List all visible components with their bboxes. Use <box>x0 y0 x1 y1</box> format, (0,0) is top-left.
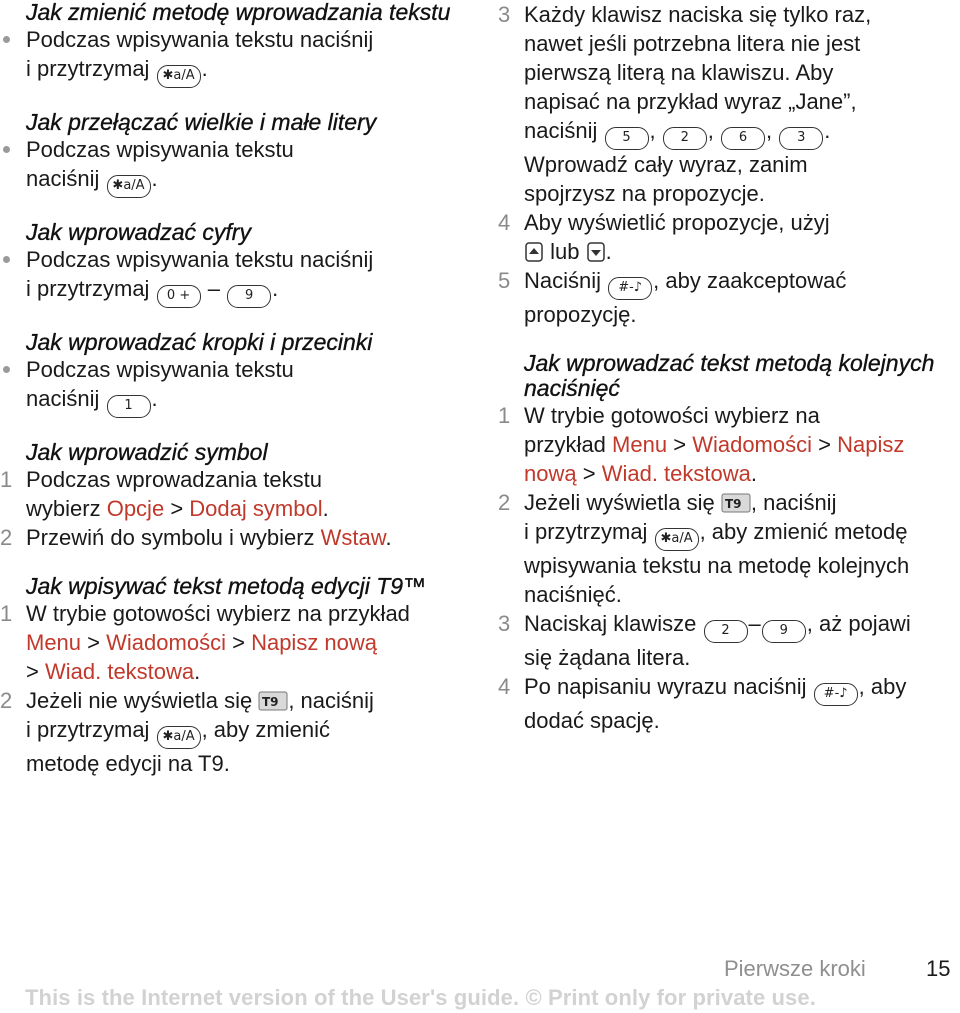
five-key-icon: 5 <box>605 127 649 150</box>
bullet-item: Podczas wpisywania tekstu naciśnij i przytrzymaj 0 + – 9 . <box>0 245 470 308</box>
step-number: 4 <box>498 674 511 699</box>
step-number: 3 <box>498 611 511 636</box>
list-item: 2 Przewiń do symbolu i wybierz Wstaw. <box>0 525 392 550</box>
section-t9-continued <box>498 0 960 329</box>
bullet-item: Podczas wpisywania tekstu naciśnij ✱a/A . <box>0 135 470 198</box>
step-number: 2 <box>498 490 511 515</box>
step-number: 2 <box>0 525 13 550</box>
star-key-icon: ✱a/A <box>655 528 699 551</box>
list-item: 4 Aby wyświetlić propozycje, użyj lub . <box>498 210 830 264</box>
section-case-switch <box>0 110 470 198</box>
zero-key-icon: 0 + <box>157 285 201 308</box>
list-item: 2 Jeżeli wyświetla się T9 , naciśnij i przytrzymaj ✱a/A , aby zmienić metodę wpisywania tekstu na metodę kolejnych naciśnięć. <box>498 490 910 607</box>
menu-path-menu: Menu <box>26 630 82 655</box>
nav-down-icon <box>586 241 606 263</box>
section-punctuation <box>0 330 470 418</box>
section-multitap <box>498 351 960 735</box>
step-number: 5 <box>498 268 511 293</box>
menu-path-opcje: Opcje <box>106 496 165 521</box>
section-symbol <box>0 440 470 552</box>
menu-path-wstaw: Wstaw <box>320 525 386 550</box>
list-item: 5 Naciśnij #-♪ , aby zaakceptować propozycję. <box>498 268 847 327</box>
list-item: 3 Każdy klawisz naciska się tylko raz, nawet jeśli potrzebna litera nie jest pierwszą literą na klawiszu. Aby napisać na przykład wyraz „Jane”, naciśnij 5 , 2 , 6 , 3 . Wprowadź cały wyraz, zanim spojrzysz na propozycje. <box>498 2 872 206</box>
two-key-icon: 2 <box>704 620 748 643</box>
step-number: 1 <box>0 601 13 626</box>
watermark: This is the Internet version of the User's guide. © Print only for private use. <box>25 985 816 1010</box>
one-key-icon: 1 <box>107 395 151 418</box>
three-key-icon: 3 <box>779 127 823 150</box>
step-number: 1 <box>0 467 13 492</box>
step-number: 4 <box>498 210 511 235</box>
section-change-input-method <box>0 0 470 88</box>
heading: Jak wprowadzać cyfry <box>26 219 251 245</box>
nine-key-icon: 9 <box>227 285 271 308</box>
section-digits <box>0 220 470 308</box>
bullet-item: Podczas wpisywania tekstu naciśnij 1 . <box>0 355 470 418</box>
list-item: 3 Naciskaj klawisze 2 – 9 , aż pojawi się żądana litera. <box>498 611 911 670</box>
section-t9 <box>0 574 470 778</box>
left-column <box>0 0 470 800</box>
list-item: 4 Po napisaniu wyrazu naciśnij #-♪ , aby dodać spację. <box>498 674 907 733</box>
menu-path-wiadomosci: Wiadomości <box>106 630 226 655</box>
hash-key-icon: #-♪ <box>608 277 652 300</box>
menu-path-wiad-tekstowa: Wiad. tekstowa <box>601 461 751 486</box>
star-key-icon: ✱a/A <box>157 726 201 749</box>
menu-path-wiad-tekstowa: Wiad. tekstowa <box>44 659 195 684</box>
step-number: 1 <box>498 403 511 428</box>
menu-path-menu: Menu <box>612 432 668 457</box>
svg-text:T9: T9 <box>262 695 279 709</box>
menu-path-napisz-nowa: Napisz nową <box>251 630 378 655</box>
six-key-icon: 6 <box>721 127 765 150</box>
step-number: 2 <box>0 688 13 713</box>
hash-key-icon: #-♪ <box>814 683 858 706</box>
heading: Jak wprowadzać kropki i przecinki <box>26 329 373 355</box>
bullet-icon <box>3 256 10 263</box>
menu-path-dodaj-symbol: Dodaj symbol <box>189 496 323 521</box>
nav-up-icon <box>524 241 544 263</box>
list-item: 1 Podczas wprowadzania tekstu wybierz Opcje > Dodaj symbol. <box>0 467 329 521</box>
page-number: 15 <box>926 956 951 981</box>
menu-path-wiadomosci: Wiadomości <box>692 432 813 457</box>
svg-text:T9: T9 <box>724 497 742 511</box>
heading: Jak wprowadzać tekst metodą kolejnych naciśnięć <box>524 350 935 401</box>
bullet-icon <box>3 366 10 373</box>
t9-mode-icon <box>258 690 288 712</box>
heading: Jak przełączać wielkie i małe litery <box>26 109 377 135</box>
heading: Jak wpisywać tekst metodą edycji T9™ <box>26 573 427 599</box>
t9-mode-icon <box>721 492 751 514</box>
star-key-icon: ✱a/A <box>107 175 151 198</box>
step-number: 3 <box>498 2 511 27</box>
nine-key-icon: 9 <box>762 620 806 643</box>
list-item: 1 W trybie gotowości wybierz na przykład Menu > Wiadomości > Napisz nową > Wiad. tekstowa. <box>498 403 905 486</box>
menu-path-napisz-nowa: Napisz nową <box>524 432 905 486</box>
heading: Jak zmienić metodę wprowadzania tekstu <box>26 0 451 25</box>
right-column <box>498 0 960 757</box>
footer-section-title: Pierwsze kroki <box>724 956 866 981</box>
bullet-item: Podczas wpisywania tekstu naciśnij i przytrzymaj ✱a/A . <box>0 25 470 88</box>
star-key-icon: ✱a/A <box>157 65 201 88</box>
list-item: 2 Jeżeli nie wyświetla się T9 , naciśnij i przytrzymaj ✱a/A , aby zmienić metodę edycji na T9. <box>0 688 374 776</box>
list-item: 1 W trybie gotowości wybierz na przykład Menu > Wiadomości > Napisz nową > Wiad. tekstowa. <box>0 601 410 684</box>
heading: Jak wprowadzić symbol <box>26 439 268 465</box>
two-key-icon: 2 <box>663 127 707 150</box>
bullet-icon <box>3 146 10 153</box>
bullet-icon <box>3 36 10 43</box>
